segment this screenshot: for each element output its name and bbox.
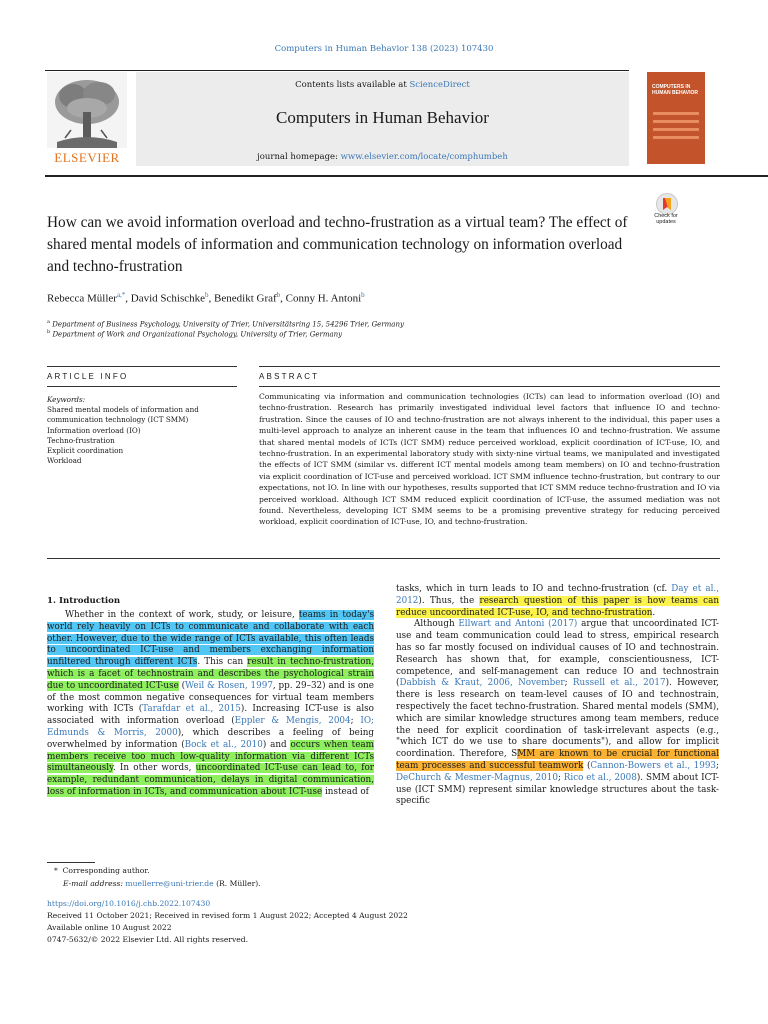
badge-line-2: updates xyxy=(656,219,676,225)
keyword: Explicit coordination xyxy=(47,446,124,456)
highlighted-text: research question of this paper is how teams can reduce uncoordinated ICT-use, IO, and techno-frustration xyxy=(396,595,719,618)
email-note xyxy=(63,879,261,889)
article-title: How can we avoid information overload and techno-frustration as a virtual team? The effect of shared mental models of information and communication technology on information overload and techno-frustration xyxy=(47,214,628,275)
body-text: ; xyxy=(557,772,564,783)
affiliation xyxy=(47,329,647,338)
citation-link[interactable]: Weil & Rosen, 1997 xyxy=(185,680,273,691)
elsevier-wordmark: ELSEVIER xyxy=(54,150,120,165)
keyword: Workload xyxy=(47,456,82,466)
body-text: . xyxy=(652,607,656,618)
masthead-top-rule xyxy=(45,70,629,71)
affiliation-text: Department of Work and Organizational Psychology, University of Trier, Germany xyxy=(52,330,343,339)
copyright: 0747-5632/© 2022 Elsevier Ltd. All rights reserved. xyxy=(47,935,249,944)
affiliation xyxy=(47,319,647,328)
highlighted-text: MM are known to be crucial for functional team processes and successful teamwork xyxy=(396,749,720,771)
abstract-heading: ABSTRACT xyxy=(259,372,320,381)
body-text: ) and xyxy=(262,739,291,750)
author-name[interactable]: Benedikt Graf xyxy=(214,292,277,305)
body-text: ). However, there is less research on team-level causes of IO and technostrain, respectively the facet techno-frustration. Shared mental models (SMM), which are similar knowledge structures among team members, reduce the need for explicit coordination of task-irrelevant aspects (e.g., "which ICT do we use to share documents"), and allow for implicit coordination. Therefore, S xyxy=(396,678,719,760)
author-affiliation-mark[interactable]: b xyxy=(361,291,365,299)
corresponding-label: Corresponding author. xyxy=(62,866,150,875)
body-text: ( xyxy=(583,760,591,771)
check-updates-icon xyxy=(656,193,678,215)
affiliation-text: Department of Business Psychology, University of Trier, Universitätsring 15, 54296 Trier, Germany xyxy=(52,320,404,329)
abstract-text: Communicating via information and communication technologies (ICTs) can lead to information overload (IO) and techno-frustration. Research has primarily investigated individual level factors that influence IO and techno-frustration. Since the causes of IO and techno-frustration are not always inherent to the individual, this paper uses a multi-level approach to analyze an inherent cause in the team that influences IO and techno-frustration. We assume that shared mental models of ICTs (ICT SMM) reduce perceived workload, explicit coordination of ICT-use, IO, and techno-frustration. In an experimental laboratory study with sixty-nine virtual teams, we manipulated and investigated the effects of ICT SMM (similar vs. different ICT mental models among team members) on IO and techno-frustration via explicit coordination of ICT-use and perceived workload. ICT SMM influence techno-frustration, but contrary to our expectations, not IO. In line with our hypotheses, results supported that ICT SMM reduce techno-frustration and IO via perceived workload. Although ICT SMM reduced explicit coordination of ICT-use, the assumed mediation was not found. Nevertheless, developing ICT SMM seems to be a promising preventive strategy for reducing perceived workload, explicit coordination of ICT-use, IO, and techno-frustration. xyxy=(259,392,720,527)
author-affiliation-mark[interactable]: b xyxy=(205,291,209,299)
citation-link[interactable]: Day et al., 2012 xyxy=(396,584,719,606)
keyword: Information overload (IO) xyxy=(47,425,141,435)
author-affiliation-mark[interactable]: a,* xyxy=(116,291,126,299)
body-text: argue that uncoordinated ICT-use and team communication could lead to stress, empirical research has so far mostly focused on individual causes of IO and technostrain. Research has shown that, for example, conscientiousness, ICT-competence, and self-management can reduce IO and technostrain ( xyxy=(396,619,720,689)
available-online: Available online 10 August 2022 xyxy=(47,923,172,932)
affiliation-mark: a xyxy=(47,319,50,325)
citation-link[interactable]: Tarafdar et al., 2015 xyxy=(142,704,241,715)
received-dates: Received 11 October 2021; Received in revised form 1 August 2022; Accepted 4 August 2022 xyxy=(47,911,408,920)
corresponding-author-note xyxy=(54,866,150,876)
citation-link[interactable]: IO; Edmunds & Morris, 2000 xyxy=(47,716,374,738)
footnote-rule xyxy=(47,862,95,863)
keyword: communication technology (ICT SMM) xyxy=(47,415,189,425)
article-info-heading: ARTICLE INFO xyxy=(47,372,129,381)
paragraph xyxy=(396,619,719,808)
body-text: Whether in the context of work, study, or leisure, xyxy=(65,610,299,620)
body-text: instead of xyxy=(322,786,369,797)
cover-decoration xyxy=(653,136,699,139)
divider xyxy=(47,366,237,367)
body-text: ; xyxy=(564,678,573,689)
keyword: Shared mental models of information and xyxy=(47,405,199,415)
body-text: ), which describes a feeling of being overwhelmed by information ( xyxy=(47,727,374,750)
keywords-list xyxy=(47,395,232,466)
sciencedirect-link[interactable]: ScienceDirect xyxy=(409,80,470,90)
keyword: Techno-frustration xyxy=(47,435,115,445)
journal-title: Computers in Human Behavior xyxy=(276,108,489,127)
section-heading-introduction: 1. Introduction xyxy=(47,596,121,606)
journal-reference[interactable]: Computers in Human Behavior 138 (2023) 107430 xyxy=(274,44,494,54)
contents-line xyxy=(136,80,629,90)
body-text: , pp. 29–32) and is one of the most common negative consequences for virtual team members working with ICTs ( xyxy=(47,680,375,715)
check-for-updates-badge[interactable] xyxy=(652,193,680,231)
body-text: ). SMM about ICT-use (ICT SMM) represent similar knowledge structures about the task-specific xyxy=(396,772,720,807)
journal-cover-thumbnail[interactable] xyxy=(647,72,705,164)
body-text: ). Increasing ICT-use is also associated with information overload ( xyxy=(47,704,374,727)
introduction-right-column xyxy=(396,584,719,808)
keywords-label: Keywords: xyxy=(47,395,86,404)
citation-link[interactable]: Eppler & Mengis, 2004 xyxy=(234,716,351,727)
highlighted-text: teams in today's world rely heavily on ICTs to communicate and collaborate with each other. However, due to the wide range of ICTs available, this often leads to uncoordinated ICT-use and members exchanging information unfiltered through different ICTs xyxy=(47,610,374,668)
author-affiliation-mark[interactable]: b xyxy=(276,291,281,299)
check-updates-label xyxy=(652,213,680,225)
citation-link[interactable]: Ellwart and Antoni (2017) xyxy=(458,619,578,630)
citation-link[interactable]: Cannon-Bowers et al., 1993 xyxy=(590,760,717,771)
author-list: Rebecca Müller$^{a,*}$, David Schischke$^b$, Benedikt Graf$^b$, Conny H. Antoni$^b$ xyxy=(47,291,365,305)
email-label: E-mail address: xyxy=(63,879,123,888)
email-link[interactable]: muellerre@uni-trier.de xyxy=(125,879,214,888)
asterisk-mark: * xyxy=(54,866,58,875)
body-text: ; xyxy=(716,760,719,771)
body-text: . In other words, xyxy=(112,763,196,774)
body-text: ( xyxy=(178,680,186,691)
email-suffix: (R. Müller). xyxy=(216,879,261,888)
highlighted-text: result in techno-frustration, which is a facet of technostrain and describes the psychological strain due to uncoordinated ICT-use xyxy=(47,657,375,691)
body-text: Although xyxy=(414,619,459,630)
divider xyxy=(47,386,237,387)
body-text: tasks, which in turn leads to IO and techno-frustration (cf. xyxy=(396,584,672,594)
divider xyxy=(259,366,720,367)
citation-link[interactable]: Rico et al., 2008 xyxy=(563,772,637,783)
affiliation-mark: b xyxy=(47,329,51,335)
homepage-line xyxy=(136,152,629,162)
citation-link[interactable]: DeChurch & Mesmer-Magnus, 2010 xyxy=(396,772,558,783)
author-name[interactable]: Rebecca Müller xyxy=(47,292,117,305)
author-name[interactable]: David Schischke xyxy=(130,292,206,305)
divider xyxy=(259,386,720,387)
highlighted-text: uncoordinated ICT-use can lead to, for example, redundant communication, delays in digital communication, loss of information in ICTs, and communication about ICT-use xyxy=(47,763,374,797)
body-text: . This can xyxy=(197,657,248,668)
citation-link[interactable]: Bock et al., 2010 xyxy=(184,739,263,750)
paragraph xyxy=(396,584,719,619)
homepage-link[interactable]: www.elsevier.com/locate/comphumbeh xyxy=(340,152,508,162)
citation-link[interactable]: Russell et al., 2017 xyxy=(572,678,666,689)
contents-prefix: Contents lists available at xyxy=(295,80,410,90)
introduction-left-column xyxy=(47,610,374,799)
cover-title: COMPUTERS IN HUMAN BEHAVIOR xyxy=(652,84,699,96)
author-name[interactable]: Conny H. Antoni xyxy=(285,292,362,305)
citation-link[interactable]: Dabbish & Kraut, 2006, November xyxy=(399,678,565,689)
masthead-bottom-rule xyxy=(45,175,768,177)
highlighted-text: occurs when team members receive too much low-quality information via different ICTs simultaneously xyxy=(47,739,375,774)
doi-link[interactable]: https://doi.org/10.1016/j.chb.2022.107430 xyxy=(47,899,211,908)
cover-decoration xyxy=(653,112,699,115)
badge-line-1: Check for xyxy=(654,213,678,219)
cover-decoration xyxy=(653,128,699,131)
divider xyxy=(47,558,720,559)
body-text: ; xyxy=(350,716,361,727)
body-text: ). Thus, the xyxy=(418,595,480,606)
homepage-prefix: journal homepage: xyxy=(257,152,341,162)
cover-decoration xyxy=(653,120,699,123)
